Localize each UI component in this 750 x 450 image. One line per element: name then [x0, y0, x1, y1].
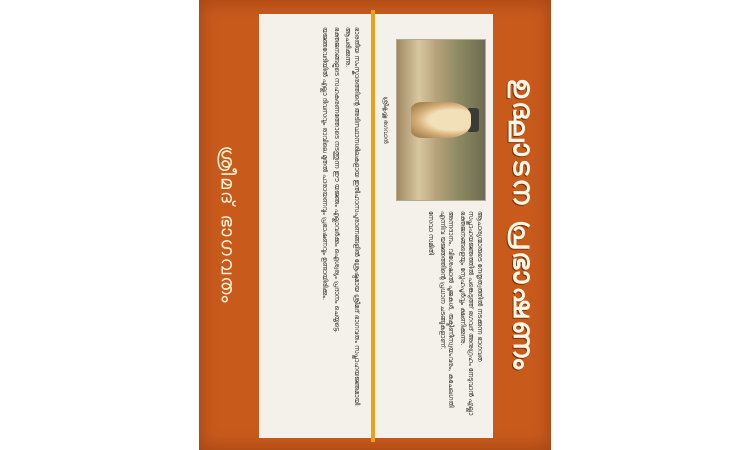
- subtitle-band: [199, 0, 256, 450]
- text-panel-right: [375, 14, 493, 438]
- paragraph-column: [318, 27, 361, 425]
- title-band: [496, 0, 551, 450]
- paragraph: ആചാര്യന്മാരുടെ നേതൃത്വത്തിൽ നടക്കുന്ന ഭാഗവത സപ്താഹയജ്ഞത്തിൽ പങ്കെടുത്ത് ഭഗവദ് അനുഗ്രഹം നേടുവാൻ എല്ലാ ഭക്തജനങ്ങളെയും സ്നേഹപൂർവ്വം ക്ഷണിക്കുന്നു.: [459, 211, 484, 416]
- text-panel-right-content: [380, 21, 488, 431]
- paragraph: സേവാ സമിതി: [427, 211, 436, 255]
- paragraph-column: [424, 211, 484, 425]
- photo-caption: ശ്രീകൃഷ്ണ ഭഗവാൻ: [382, 96, 389, 144]
- text-panel-left: [259, 14, 371, 438]
- deity-photo: [382, 39, 486, 201]
- brochure-subtitle: ശ്രീമദ് ഭാഗവതം: [216, 145, 239, 305]
- paragraph: ഭാരതീയ സംസ്കാരത്തിന്റെ അടിസ്ഥാനശിലകളായ ഇതിഹാസപുരാണങ്ങളിൽ ശ്രേഷ്ഠമായ ശ്രീമദ് ഭാഗവതം സപ്താഹയജ്ഞമായി ആചരിക്കുന്നു.: [344, 27, 361, 406]
- paragraph: അന്നദാനം, വിശേഷാൽ പൂജകൾ, രുക്മിണീസ്വയംവരം, കുചേലഗതി എന്നിവ യജ്ഞത്തിന്റെ പ്രധാന ചടങ്ങുകളാണ്.: [439, 211, 456, 408]
- deity-figure: [411, 102, 471, 138]
- text-panel-left-content: [265, 21, 365, 431]
- paragraph: യജ്ഞവേദിയിൽ എല്ലാ ദിവസവും രാവിലെ മുതൽ പാരായണവും പ്രഭാഷണവും ഉണ്ടായിരിക്കും.: [321, 27, 330, 301]
- brochure-scan: [199, 0, 551, 450]
- paragraph: ഭക്തജനങ്ങളുടെ സഹകരണത്തോടെ നടത്തുന്ന ഈ യജ്ഞം എല്ലാവർക്കും ഐശ്വര്യം പ്രദാനം ചെയ്യട്ടെ.: [333, 27, 341, 333]
- brochure-title: ഉദ്ഘാടന പ്രഭാഷണം: [507, 77, 541, 373]
